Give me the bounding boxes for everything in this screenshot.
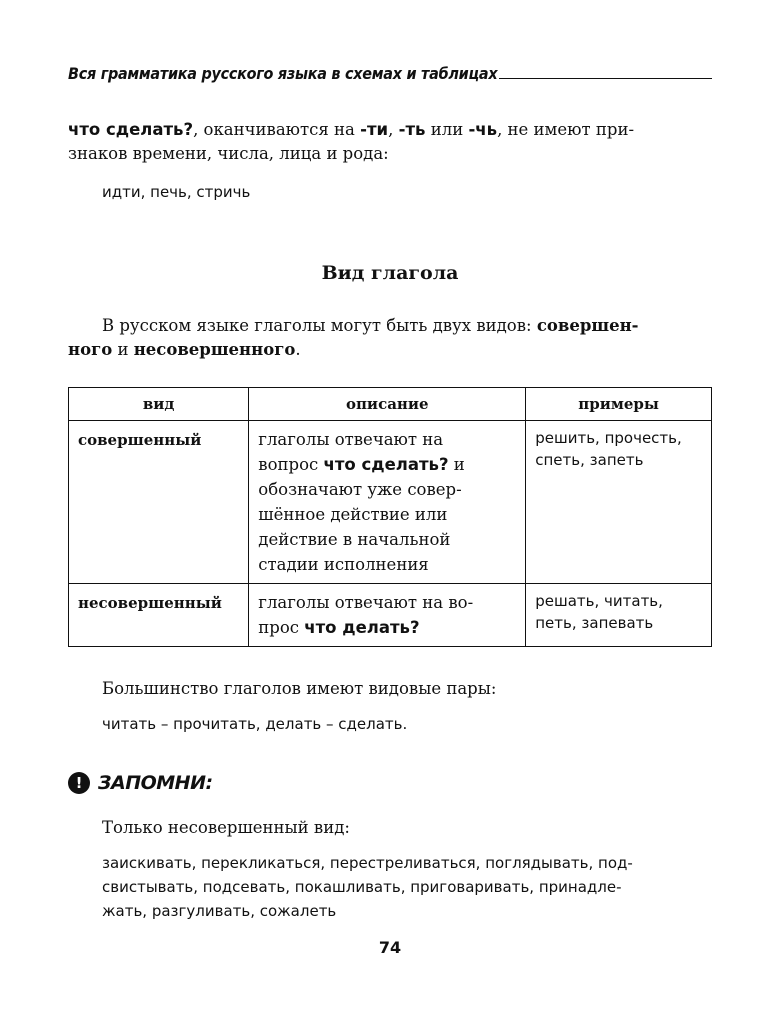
intro-text-4: , не имеют при- — [497, 120, 635, 139]
section-text-end: . — [295, 340, 301, 359]
desc-line: вопрос — [258, 455, 324, 474]
remember-block — [68, 772, 213, 794]
header-kind: вид — [69, 388, 249, 421]
running-head-rule — [499, 78, 712, 79]
intro-ending-t: -ть — [398, 120, 426, 139]
verb-aspect-table — [68, 387, 712, 647]
example-line: свистывать, подсевать, покашливать, приговаривать, принадле- — [102, 878, 622, 896]
section-heading: Вид глагола — [321, 262, 459, 284]
pairs-examples: читать – прочитать, делать – сделать. — [102, 715, 408, 733]
intro-text-1: , оканчиваются на — [193, 120, 361, 139]
table-row — [69, 421, 712, 584]
desc-question: что сделать? — [323, 455, 449, 474]
remember-paragraph: Только несовершенный вид: — [102, 818, 350, 837]
running-head-title: Вся грамматика русского языка в схемах и таблицах — [68, 64, 498, 83]
example-line: решить, прочесть, — [535, 429, 682, 447]
cell-examples — [526, 584, 712, 647]
exclamation-icon: ! — [68, 772, 90, 794]
section-perfective-a: совершен- — [536, 316, 639, 335]
page-number: 74 — [378, 938, 402, 957]
example-line: решать, читать, — [535, 592, 663, 610]
remember-examples-3 — [102, 899, 712, 923]
desc-line: прос — [258, 618, 305, 637]
intro-paragraph — [68, 118, 712, 166]
section-perfective-b: ного — [68, 340, 113, 359]
section-text-mid: и — [112, 340, 134, 359]
section-text-start: В русском языке глаголы могут быть двух видов: — [102, 316, 537, 335]
desc-line: действие в начальной — [258, 530, 451, 549]
intro-line-2: знаков времени, числа, лица и рода: — [68, 144, 389, 163]
pairs-paragraph: Большинство глаголов имеют видовые пары: — [102, 679, 497, 698]
example-line: заискивать, перекликаться, перестреливаться, поглядывать, под- — [102, 854, 633, 872]
cell-kind: совершенный — [69, 421, 249, 584]
desc-line: и — [448, 455, 465, 474]
section-paragraph — [68, 314, 712, 362]
remember-examples-2 — [102, 875, 712, 899]
intro-ending-ch: -чь — [468, 120, 498, 139]
table-row — [69, 584, 712, 647]
intro-text-3: или — [425, 120, 469, 139]
example-line: спеть, запеть — [535, 451, 644, 469]
example-line: жать, разгуливать, сожалеть — [102, 902, 337, 920]
intro-question: что сделать? — [68, 120, 194, 139]
running-head — [68, 64, 712, 83]
header-description: описание — [249, 388, 526, 421]
desc-line: глаголы отвечают на — [258, 430, 444, 449]
desc-line: обозначают уже совер- — [258, 480, 462, 499]
desc-line: шённое действие или — [258, 505, 448, 524]
desc-line: глаголы отвечают на во- — [258, 593, 474, 612]
cell-examples — [526, 421, 712, 584]
desc-line: стадии исполнения — [258, 555, 429, 574]
intro-examples: идти, печь, стричь — [102, 183, 251, 201]
example-line: петь, запевать — [535, 614, 654, 632]
cell-description — [249, 584, 526, 647]
remember-examples — [102, 851, 712, 875]
header-examples: примеры — [526, 388, 712, 421]
intro-text-2: , — [388, 120, 399, 139]
table-header-row — [69, 388, 712, 421]
section-imperfective: несовершенного — [133, 340, 296, 359]
cell-description — [249, 421, 526, 584]
cell-kind: несовершенный — [69, 584, 249, 647]
remember-label: ЗАПОМНИ: — [98, 772, 213, 794]
desc-question: что делать? — [304, 618, 420, 637]
intro-ending-ti: -ти — [360, 120, 389, 139]
